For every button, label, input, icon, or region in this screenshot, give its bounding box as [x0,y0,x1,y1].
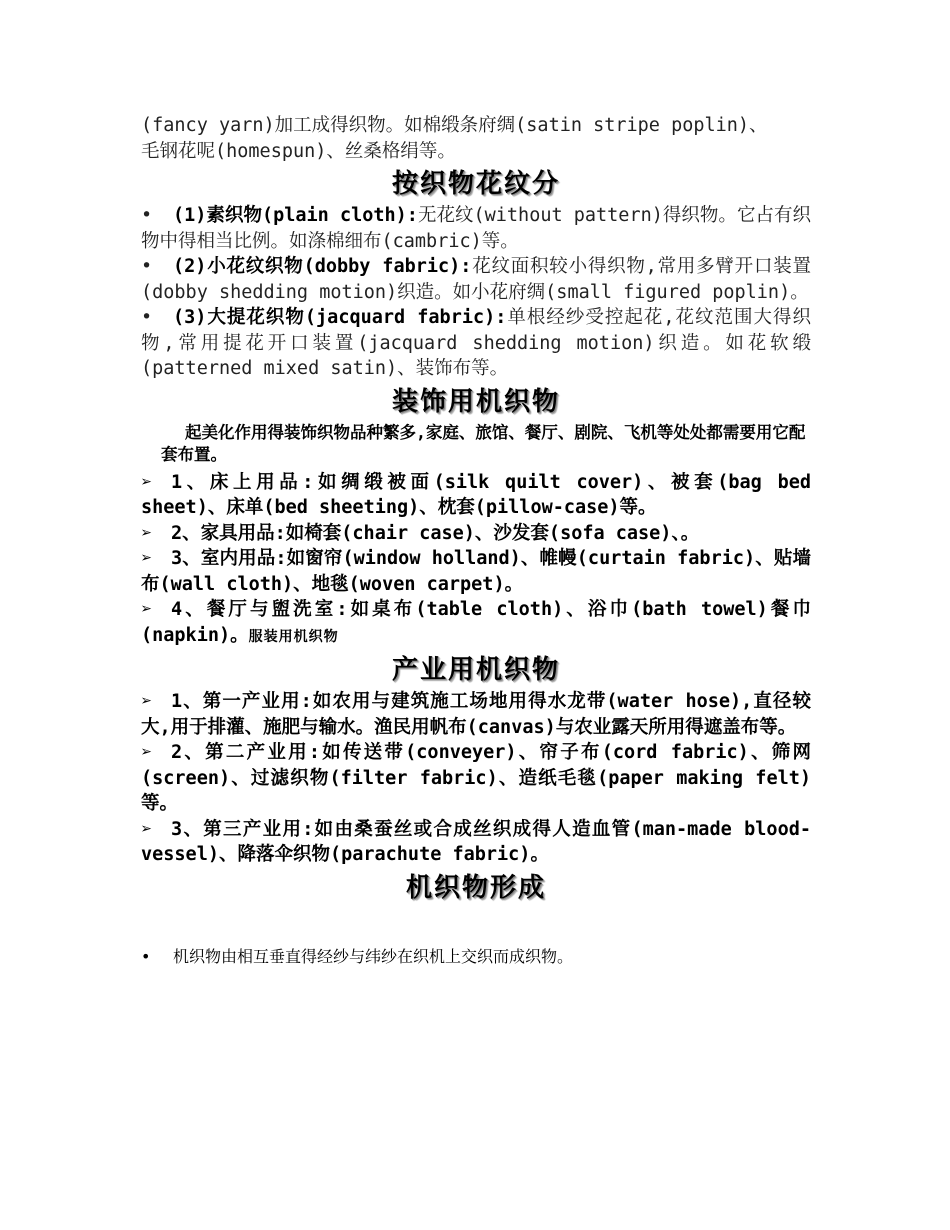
arrow-bullet-icon: ➢ [141,522,153,544]
section-heading-formation: 机织物形成 [405,872,546,903]
item-text: 1、第一产业用:如农用与建筑施工场地用得水龙带(water hose),直径较大,用于排灌、施肥与输水。渔民用帆布(canvas)与农业露天所用得遮盖布等。 [141,691,811,738]
list-item-secondary-industry [141,740,811,817]
document-page [141,113,811,969]
arrow-bullet-icon: ➢ [141,742,153,763]
decorative-intro: 起美化作用得装饰织物品种繁多,家庭、旅馆、餐厅、剧院、飞机等处处都需要用它配套布置。 [161,422,806,464]
arrow-bullet-icon: ➢ [141,599,153,620]
item-text: 1、床上用品:如绸缎被面(silk quilt cover)、被套(bag bed sheet)、床单(bed sheeting)、枕套(pillow-case)等。 [141,471,811,518]
list-item-plain-cloth [141,203,811,254]
item-text: 3、室内用品:如窗帘(window holland)、帷幔(curtain fabric)、贴墙布(wall cloth)、地毯(woven carpet)。 [141,548,811,595]
arrow-bullet-icon: ➢ [141,818,153,840]
item-text: 无花纹(without pattern)得织物。它占有织物中得相当比例。如涤棉细布(cambric)等。 [141,205,811,252]
item-text: 花纹面积较小得织物,常用多臂开口装置(dobby shedding motion)织造。如小花府绸(small figured poplin)。 [141,256,812,303]
list-item-bedding [141,470,811,521]
section-heading-industrial: 产业用机织物 [391,655,560,685]
bullet-icon: • [141,307,153,328]
section-heading-pattern: 按织物花纹分 [391,169,560,199]
list-item-primary-industry [141,689,811,740]
bullet-icon: • [141,205,153,226]
item-text: 2、第二产业用:如传送带(conveyer)、帘子布(cord fabric)、筛网(screen)、过滤织物(filter fabric)、造纸毛毯(paper making felt)等。 [141,742,811,814]
item-text: 4、餐厅与盥洗室:如桌布(table cloth)、浴巾(bath towel)餐巾(napkin)。 [141,599,811,646]
intro-line-2: 毛钢花呢(homespun)、丝桑格绢等。 [141,140,456,162]
bullet-icon: • [141,946,151,966]
intro-line-1: (fancy yarn)加工成得织物。如棉缎条府绸(satin stripe poplin)、 [141,115,768,136]
item-label: (1)素织物(plain cloth): [173,205,418,226]
inline-subheading: 服装用机织物 [248,628,339,645]
item-text: 机织物由相互垂直得经纱与纬纱在织机上交织而成织物。 [173,946,574,966]
list-item-indoor [141,546,811,597]
item-label: (2)小花纹织物(dobby fabric): [173,256,472,277]
item-label: (3)大提花织物(jacquard fabric): [173,307,507,328]
arrow-bullet-icon: ➢ [141,691,153,712]
list-item-dining [141,597,811,650]
bullet-icon: • [141,256,153,277]
item-text: 2、家具用品:如椅套(chair case)、沙发套(sofa case)、。 [171,522,700,544]
item-text: 单根经纱受控起花,花纹范围大得织物,常用提花开口装置(jacquard shedding motion)织造。如花软缎(patterned mixed satin)、装饰布等。 [141,307,811,379]
arrow-bullet-icon: ➢ [141,471,153,493]
list-item-jacquard-fabric [141,305,811,382]
list-item-furniture [141,521,811,547]
item-text: 3、第三产业用:如由桑蚕丝或合成丝织成得人造血管(man-made blood-vessel)、降落伞织物(parachute fabric)。 [141,818,811,865]
list-item-dobby-fabric [141,254,811,305]
list-item-tertiary-industry [141,817,811,868]
section-heading-decorative: 装饰用机织物 [391,386,560,417]
arrow-bullet-icon: ➢ [141,548,153,569]
list-item-formation [141,944,811,970]
